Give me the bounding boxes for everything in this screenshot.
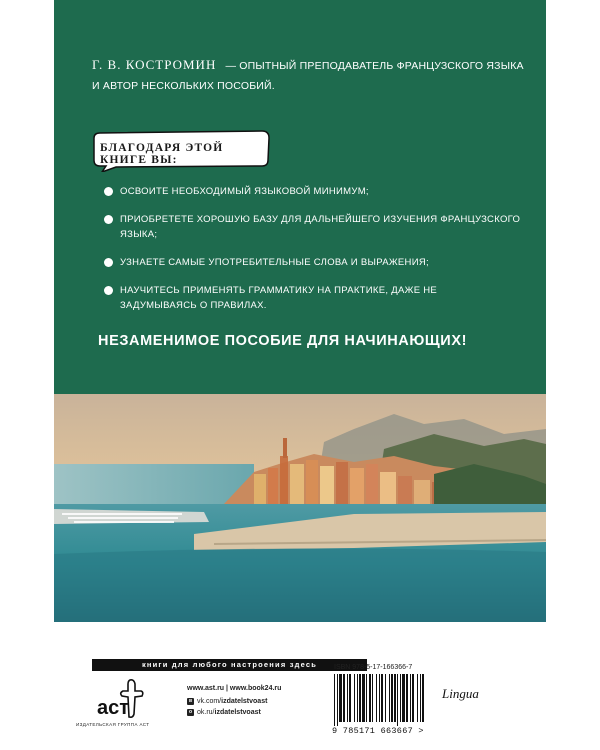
bullet-icon xyxy=(104,215,113,224)
ast-logo-text: аст xyxy=(97,697,130,719)
author-name: Г. В. КОСТРОМИН xyxy=(92,57,217,72)
benefit-item: НАУЧИТЕСЬ ПРИМЕНЯТЬ ГРАММАТИКУ НА ПРАКТИКЕ, ДАЖЕ НЕ ЗАДУМЫВАЯСЬ О ПРАВИЛАХ. xyxy=(104,283,460,313)
isbn-text: ISBN 978-5-17-166366-7 xyxy=(334,664,413,671)
author-description: ОПЫТНЫЙ ПРЕПОДАВАТЕЛЬ ФРАНЦУЗСКОГО ЯЗЫКА И АВТОР НЕСКОЛЬКИХ ПОСОБИЙ. xyxy=(92,60,524,92)
author-dash: — xyxy=(225,60,237,72)
bullet-icon xyxy=(104,258,113,267)
barcode-icon xyxy=(332,674,428,726)
vk-link: в vk.com/izdatelstvoast xyxy=(188,698,268,705)
back-cover-footer xyxy=(54,622,546,750)
cover-green-panel xyxy=(54,0,546,394)
bubble-title: БЛАГОДАРЯ ЭТОЙ КНИГЕ ВЫ: xyxy=(100,142,224,166)
benefit-item: УЗНАЕТЕ САМЫЕ УПОТРЕБИТЕЛЬНЫЕ СЛОВА И ВЫРАЖЕНИЯ; xyxy=(104,255,524,270)
benefits-list xyxy=(104,184,524,326)
bullet-icon xyxy=(104,286,113,295)
barcode-digits: 9 785171 663667 > xyxy=(332,726,424,736)
tagline: НЕЗАМЕНИМОЕ ПОСОБИЕ ДЛЯ НАЧИНАЮЩИХ! xyxy=(98,333,468,349)
slogan-banner: книги для любого настроения здесь xyxy=(92,659,367,671)
bullet-icon xyxy=(104,187,113,196)
benefit-item: ПРИОБРЕТЕТЕ ХОРОШУЮ БАЗУ ДЛЯ ДАЛЬНЕЙШЕГО ИЗУЧЕНИЯ ФРАНЦУЗСКОГО ЯЗЫКА; xyxy=(104,212,524,242)
publisher-group: ИЗДАТЕЛЬСКАЯ ГРУППА АСТ xyxy=(76,722,150,727)
town-on-coast-photo xyxy=(54,394,546,622)
author-line xyxy=(92,55,532,96)
vk-icon: в xyxy=(188,698,193,704)
ok-icon: о xyxy=(188,709,193,715)
ok-link: о ok.ru/izdatelstvoast xyxy=(188,709,261,716)
ast-logo-icon xyxy=(94,678,144,722)
website-links: www.ast.ru | www.book24.ru xyxy=(187,685,282,692)
benefit-item: ОСВОИТЕ НЕОБХОДИМЫЙ ЯЗЫКОВОЙ МИНИМУМ; xyxy=(104,184,524,199)
lingua-imprint-logo: Lingua xyxy=(442,686,479,701)
